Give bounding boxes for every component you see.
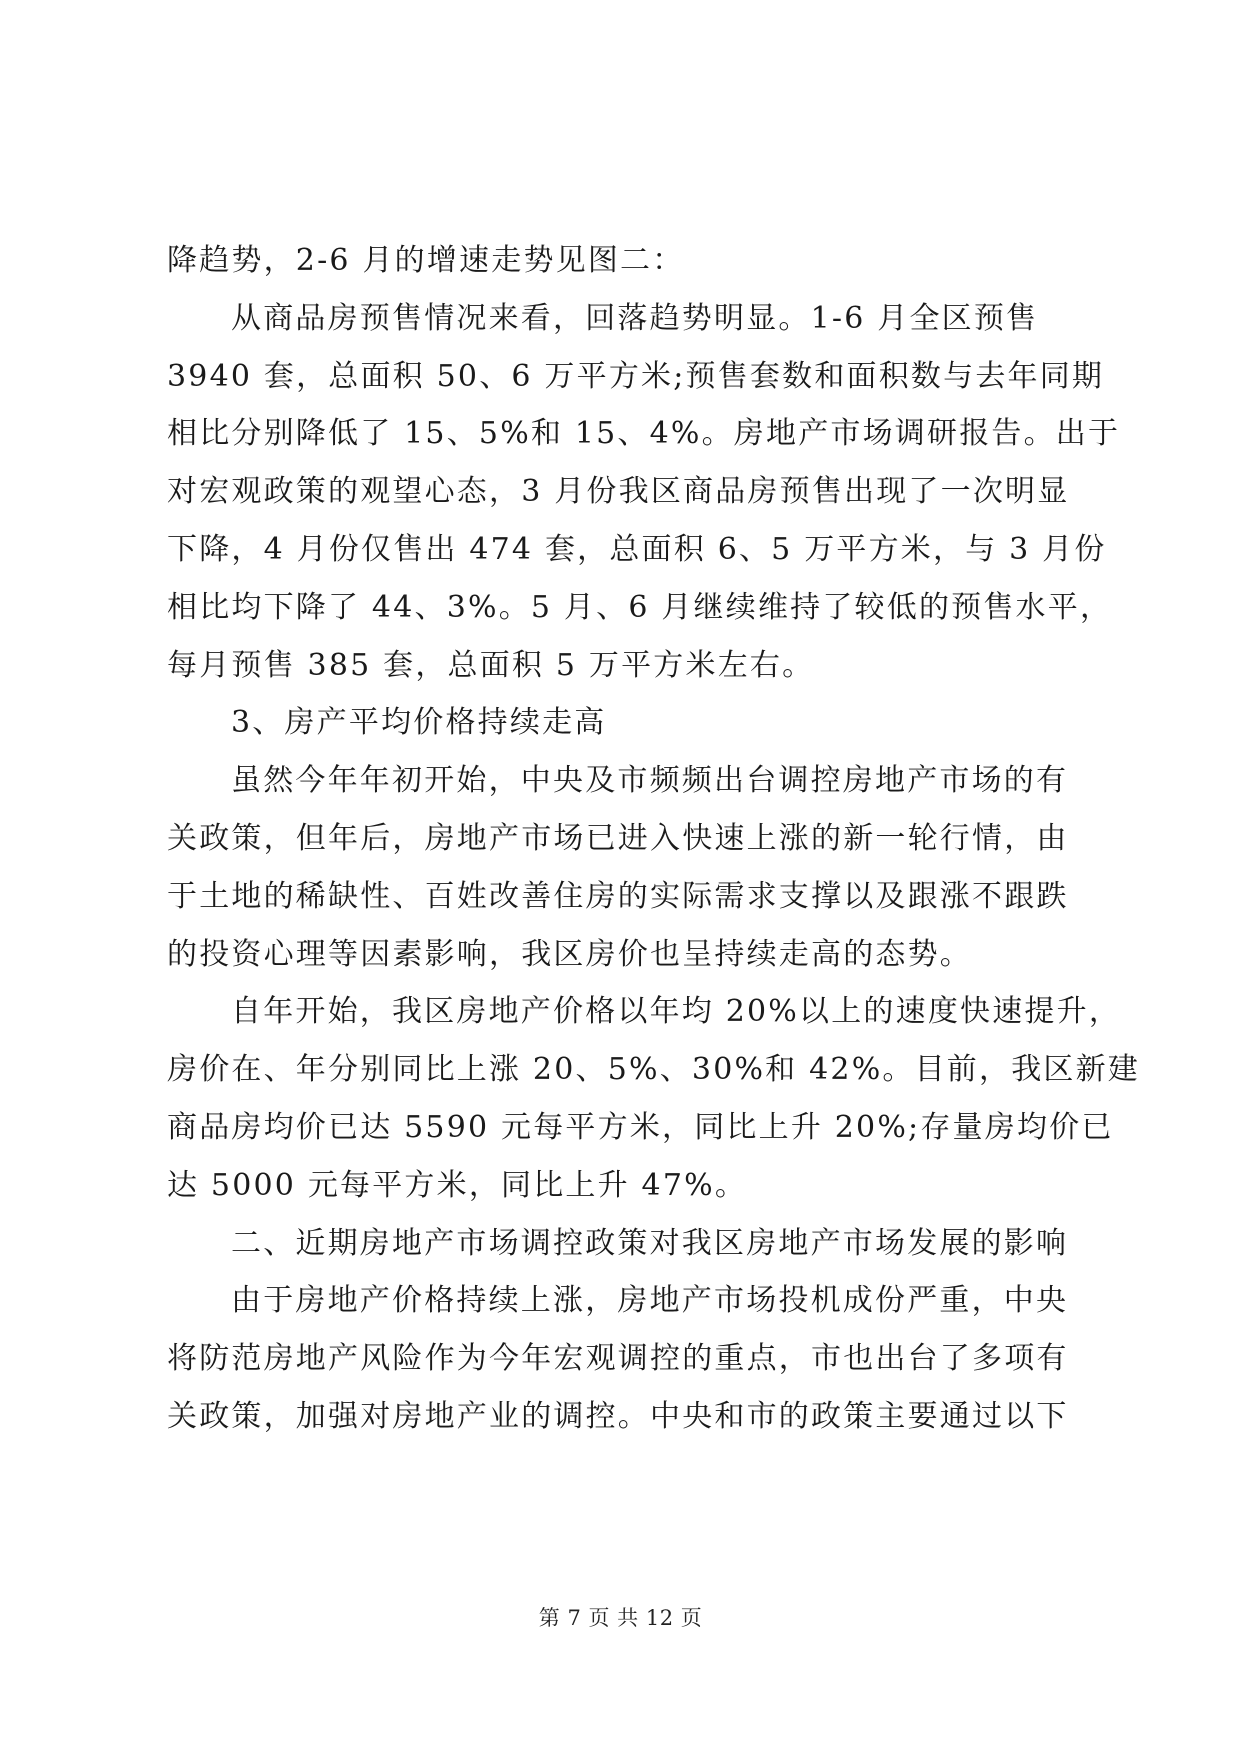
text-line: 由于房地产价格持续上涨，房地产市场投机成份严重，中央 — [231, 1283, 1069, 1319]
text-line: 3940 套，总面积 50、6 万平方米;预售套数和面积数与去年同期 — [167, 358, 1105, 394]
text-line: 虽然今年年初开始，中央及市频频出台调控房地产市场的有 — [231, 763, 1069, 799]
text-line: 对宏观政策的观望心态，3 月份我区商品房预售出现了一次明显 — [167, 474, 1070, 510]
text-line: 相比均下降了 44、3%。5 月、6 月继续维持了较低的预售水平， — [167, 589, 1113, 625]
text-line: 下降，4 月份仅售出 474 套，总面积 6、5 万平方米，与 3 月份 — [167, 531, 1107, 567]
text-line: 从商品房预售情况来看，回落趋势明显。1-6 月全区预售 — [231, 300, 1039, 336]
text-line: 将防范房地产风险作为今年宏观调控的重点，市也出台了多项有 — [167, 1341, 1069, 1377]
text-line: 每月预售 385 套，总面积 5 万平方米左右。 — [167, 647, 815, 683]
text-line: 关政策，但年后，房地产市场已进入快速上涨的新一轮行情，由 — [167, 820, 1069, 856]
text-line: 关政策，加强对房地产业的调控。中央和市的政策主要通过以下 — [167, 1398, 1069, 1434]
text-line: 降趋势，2-6 月的增速走势见图二： — [167, 243, 685, 278]
text-line: 房价在、年分别同比上涨 20、5%、30%和 42%。目前，我区新建 — [167, 1052, 1140, 1088]
document-body — [167, 232, 1140, 1446]
page-number-footer: 第 7 页 共 12 页 — [538, 1606, 703, 1630]
text-line: 于土地的稀缺性、百姓改善住房的实际需求支撑以及跟涨不跟跌 — [167, 878, 1069, 914]
text-line: 相比分别降低了 15、5%和 15、4%。房地产市场调研报告。出于 — [167, 416, 1121, 452]
section-heading: 二、近期房地产市场调控政策对我区房地产市场发展的影响 — [231, 1225, 1069, 1261]
text-line: 达 5000 元每平方米，同比上升 47%。 — [167, 1167, 748, 1203]
text-line: 商品房均价已达 5590 元每平方米，同比上升 20%;存量房均价已 — [167, 1109, 1114, 1145]
text-line: 自年开始，我区房地产价格以年均 20%以上的速度快速提升， — [231, 994, 1122, 1030]
text-line: 的投资心理等因素影响，我区房价也呈持续走高的态势。 — [167, 936, 972, 972]
section-heading: 3、房产平均价格持续走高 — [231, 705, 607, 741]
